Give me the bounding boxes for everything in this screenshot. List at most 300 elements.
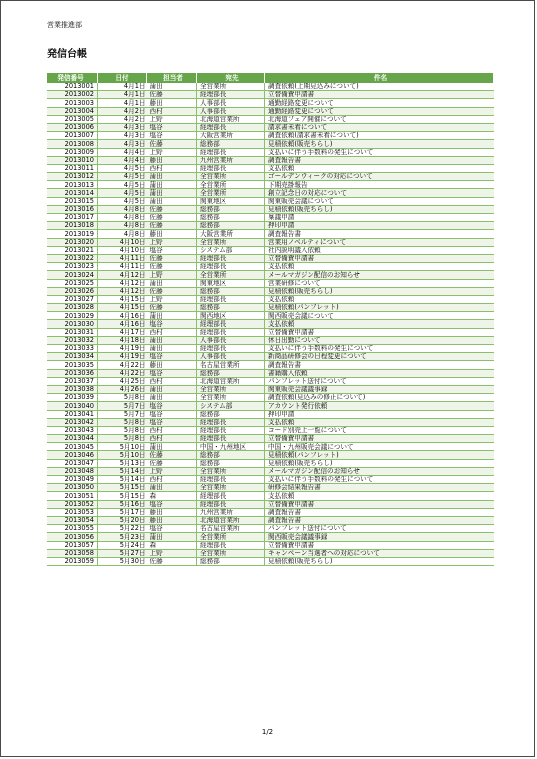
cell-number: 2013011 <box>47 164 98 172</box>
cell-date: 4月8日 <box>98 205 147 213</box>
table-row <box>47 525 494 533</box>
cell-date: 4月12日 <box>98 279 147 287</box>
cell-subject: 支払依頼 <box>265 418 494 426</box>
cell-number: 2013015 <box>47 197 98 205</box>
cell-destination: 総務部 <box>197 287 265 295</box>
cell-destination: 経理部長 <box>197 164 265 172</box>
cell-date: 5月27日 <box>98 549 147 557</box>
cell-person: 佐藤 <box>147 459 197 467</box>
cell-number: 2013010 <box>47 156 98 164</box>
cell-person: 藤田 <box>147 361 197 369</box>
cell-date: 4月5日 <box>98 164 147 172</box>
cell-date: 4月2日 <box>98 107 147 115</box>
cell-subject: 支払いに伴う手数料の発生について <box>265 345 494 353</box>
cell-date: 4月15日 <box>98 304 147 312</box>
cell-number: 2013021 <box>47 246 98 254</box>
cell-person: 森 <box>147 492 197 500</box>
cell-subject: 見積依頼(販売ちらし) <box>265 459 494 467</box>
cell-subject: 支払依頼 <box>265 492 494 500</box>
cell-person: 蒲田 <box>147 173 197 181</box>
cell-subject: 新商品研修会の日程変更について <box>265 353 494 361</box>
cell-destination: 経理部長 <box>197 426 265 434</box>
cell-number: 2013039 <box>47 394 98 402</box>
table-row <box>47 238 494 246</box>
cell-person: 西村 <box>147 377 197 385</box>
table-row <box>47 214 494 222</box>
cell-destination: 総務部 <box>197 140 265 148</box>
cell-date: 4月16日 <box>98 320 147 328</box>
cell-subject: 支払依頼 <box>265 295 494 303</box>
cell-subject: 通勤経路変更について <box>265 99 494 107</box>
cell-date: 4月5日 <box>98 173 147 181</box>
cell-subject: 請求書未着について <box>265 123 494 131</box>
cell-subject: 見積依頼(販売ちらし) <box>265 205 494 213</box>
cell-number: 2013032 <box>47 336 98 344</box>
table-row <box>47 394 494 402</box>
cell-destination: 中国・九州地区 <box>197 443 265 451</box>
cell-date: 4月19日 <box>98 353 147 361</box>
cell-number: 2013059 <box>47 557 98 565</box>
cell-subject: メールマガジン配信のお知らせ <box>265 467 494 475</box>
cell-subject: 関西販売会議について <box>265 312 494 320</box>
cell-number: 2013026 <box>47 287 98 295</box>
cell-date: 4月26日 <box>98 385 147 393</box>
cell-date: 4月2日 <box>98 115 147 123</box>
cell-number: 2013006 <box>47 123 98 131</box>
cell-number: 2013004 <box>47 107 98 115</box>
cell-subject: 支払いに伴う手数料の発生について <box>265 476 494 484</box>
cell-person: 塩谷 <box>147 123 197 131</box>
cell-date: 5月15日 <box>98 492 147 500</box>
cell-subject: アカウント発行依頼 <box>265 402 494 410</box>
cell-destination: 全営業所 <box>197 189 265 197</box>
cell-destination: 全営業所 <box>197 467 265 475</box>
table-row <box>47 132 494 140</box>
cell-date: 4月11日 <box>98 263 147 271</box>
column-header-person: 担当者 <box>147 73 197 83</box>
cell-number: 2013049 <box>47 476 98 484</box>
cell-subject: 支払依頼 <box>265 320 494 328</box>
cell-number: 2013013 <box>47 181 98 189</box>
cell-destination: 経理部長 <box>197 541 265 549</box>
cell-number: 2013046 <box>47 451 98 459</box>
cell-date: 5月17日 <box>98 508 147 516</box>
table-row <box>47 230 494 238</box>
table-row <box>47 369 494 377</box>
cell-number: 2013030 <box>47 320 98 328</box>
cell-date: 4月1日 <box>98 99 147 107</box>
table-row <box>47 254 494 262</box>
cell-destination: 経理部長 <box>197 500 265 508</box>
cell-subject: 支払依頼 <box>265 263 494 271</box>
cell-date: 5月10日 <box>98 443 147 451</box>
cell-destination: 全営業所 <box>197 83 265 91</box>
table-row <box>47 336 494 344</box>
cell-date: 5月16日 <box>98 500 147 508</box>
cell-destination: 名古屋営業所 <box>197 525 265 533</box>
cell-person: 上野 <box>147 549 197 557</box>
cell-number: 2013012 <box>47 173 98 181</box>
cell-person: 蒲田 <box>147 484 197 492</box>
department-name: 営業推進部 <box>47 21 82 29</box>
table-row <box>47 345 494 353</box>
cell-subject: 北海道フェア開催について <box>265 115 494 123</box>
cell-person: 塩谷 <box>147 246 197 254</box>
cell-date: 4月5日 <box>98 181 147 189</box>
cell-destination: 全営業所 <box>197 238 265 246</box>
cell-person: 塩谷 <box>147 369 197 377</box>
cell-date: 5月8日 <box>98 426 147 434</box>
table-row <box>47 304 494 312</box>
cell-destination: 経理部長 <box>197 295 265 303</box>
cell-date: 4月5日 <box>98 189 147 197</box>
table-row <box>47 83 494 91</box>
cell-date: 4月8日 <box>98 214 147 222</box>
cell-date: 5月8日 <box>98 418 147 426</box>
cell-destination: 北海道営業所 <box>197 516 265 524</box>
table-row <box>47 476 494 484</box>
cell-destination: 総務部 <box>197 214 265 222</box>
cell-subject: 立替備費申請書 <box>265 541 494 549</box>
cell-person: 蒲田 <box>147 533 197 541</box>
cell-person: 塩谷 <box>147 418 197 426</box>
cell-date: 5月20日 <box>98 516 147 524</box>
table-row <box>47 287 494 295</box>
cell-person: 蒲田 <box>147 385 197 393</box>
table-row <box>47 164 494 172</box>
cell-date: 5月7日 <box>98 410 147 418</box>
cell-subject: パンフレット送付について <box>265 525 494 533</box>
table-row <box>47 451 494 459</box>
table-row <box>47 385 494 393</box>
cell-person: 佐藤 <box>147 222 197 230</box>
cell-destination: 総務部 <box>197 459 265 467</box>
table-row <box>47 426 494 434</box>
table-row <box>47 279 494 287</box>
table-row <box>47 222 494 230</box>
table-row <box>47 205 494 213</box>
column-header-subject: 件名 <box>265 73 494 83</box>
table-row <box>47 173 494 181</box>
cell-date: 5月14日 <box>98 467 147 475</box>
table-row <box>47 91 494 99</box>
cell-number: 2013027 <box>47 295 98 303</box>
table-row <box>47 443 494 451</box>
cell-person: 佐藤 <box>147 557 197 565</box>
cell-number: 2013025 <box>47 279 98 287</box>
cell-number: 2013017 <box>47 214 98 222</box>
cell-date: 4月3日 <box>98 123 147 131</box>
cell-destination: 経理部長 <box>197 254 265 262</box>
cell-destination: 人事部長 <box>197 353 265 361</box>
cell-destination: 総務部 <box>197 304 265 312</box>
cell-date: 4月18日 <box>98 336 147 344</box>
table-row <box>47 148 494 156</box>
table-row <box>47 156 494 164</box>
cell-number: 2013052 <box>47 500 98 508</box>
cell-destination: 九州営業所 <box>197 508 265 516</box>
table-row <box>47 492 494 500</box>
cell-destination: 北海道営業所 <box>197 377 265 385</box>
cell-number: 2013037 <box>47 377 98 385</box>
cell-subject: 稟議申請 <box>265 214 494 222</box>
cell-person: 塩谷 <box>147 132 197 140</box>
cell-destination: 北海道営業所 <box>197 115 265 123</box>
cell-destination: 総務部 <box>197 557 265 565</box>
table-header-row <box>47 73 494 83</box>
cell-person: 蒲田 <box>147 394 197 402</box>
cell-subject: 書籍購入依頼 <box>265 369 494 377</box>
cell-date: 4月25日 <box>98 377 147 385</box>
cell-destination: 経理部長 <box>197 148 265 156</box>
cell-subject: 創立記念日の対応について <box>265 189 494 197</box>
cell-person: 塩谷 <box>147 320 197 328</box>
table-row <box>47 435 494 443</box>
cell-date: 4月12日 <box>98 287 147 295</box>
table-row <box>47 533 494 541</box>
cell-date: 4月3日 <box>98 132 147 140</box>
cell-destination: 全営業所 <box>197 484 265 492</box>
cell-destination: システム部 <box>197 402 265 410</box>
cell-destination: 経理部長 <box>197 263 265 271</box>
cell-person: 上野 <box>147 238 197 246</box>
cell-destination: 経理部長 <box>197 435 265 443</box>
cell-subject: 支払依頼 <box>265 164 494 172</box>
cell-date: 4月10日 <box>98 238 147 246</box>
cell-destination: 全営業所 <box>197 549 265 557</box>
cell-number: 2013028 <box>47 304 98 312</box>
cell-number: 2013029 <box>47 312 98 320</box>
cell-destination: 名古屋営業所 <box>197 361 265 369</box>
cell-subject: 立替備費申請書 <box>265 91 494 99</box>
cell-destination: 経理部長 <box>197 123 265 131</box>
cell-subject: 見積依頼(販売ちらし) <box>265 287 494 295</box>
table-row <box>47 123 494 131</box>
table-row <box>47 467 494 475</box>
cell-person: 西村 <box>147 107 197 115</box>
cell-date: 5月24日 <box>98 541 147 549</box>
table-row <box>47 189 494 197</box>
cell-person: 上野 <box>147 115 197 123</box>
cell-person: 佐藤 <box>147 205 197 213</box>
cell-number: 2013058 <box>47 549 98 557</box>
column-header-number: 発信番号 <box>47 73 98 83</box>
cell-subject: 支払いに伴う手数料の発生について <box>265 148 494 156</box>
table-row <box>47 361 494 369</box>
table-row <box>47 353 494 361</box>
cell-date: 4月22日 <box>98 369 147 377</box>
table-row <box>47 140 494 148</box>
cell-subject: 中国・九州販売会議について <box>265 443 494 451</box>
cell-number: 2013050 <box>47 484 98 492</box>
cell-number: 2013053 <box>47 508 98 516</box>
cell-subject: 調査報告書 <box>265 230 494 238</box>
cell-date: 5月10日 <box>98 451 147 459</box>
page-number: 1/2 <box>261 728 274 736</box>
table-row <box>47 516 494 524</box>
cell-number: 2013019 <box>47 230 98 238</box>
cell-destination: 全営業所 <box>197 271 265 279</box>
cell-person: 上野 <box>147 148 197 156</box>
cell-date: 4月12日 <box>98 271 147 279</box>
cell-number: 2013018 <box>47 222 98 230</box>
cell-number: 2013020 <box>47 238 98 246</box>
cell-date: 5月23日 <box>98 533 147 541</box>
cell-subject: ゴールデンウィークの対応について <box>265 173 494 181</box>
cell-person: 藤田 <box>147 508 197 516</box>
cell-person: 蒲田 <box>147 197 197 205</box>
cell-person: 藤田 <box>147 230 197 238</box>
cell-person: 蒲田 <box>147 345 197 353</box>
cell-date: 4月5日 <box>98 197 147 205</box>
table-row <box>47 197 494 205</box>
cell-number: 2013056 <box>47 533 98 541</box>
cell-person: 蒲田 <box>147 312 197 320</box>
cell-number: 2013042 <box>47 418 98 426</box>
table-row <box>47 402 494 410</box>
table-row <box>47 115 494 123</box>
cell-number: 2013007 <box>47 132 98 140</box>
cell-date: 5月14日 <box>98 476 147 484</box>
document-title: 発信台帳 <box>47 49 87 60</box>
cell-subject: 見積依頼(販売ちらし) <box>265 557 494 565</box>
cell-subject: 関東販売会議議事録 <box>265 385 494 393</box>
cell-date: 4月11日 <box>98 254 147 262</box>
cell-number: 2013016 <box>47 205 98 213</box>
cell-number: 2013047 <box>47 459 98 467</box>
cell-number: 2013033 <box>47 345 98 353</box>
cell-subject: 営業研修について <box>265 279 494 287</box>
table-row <box>47 500 494 508</box>
table-row <box>47 484 494 492</box>
cell-person: 蒲田 <box>147 336 197 344</box>
cell-number: 2013008 <box>47 140 98 148</box>
cell-destination: 総務部 <box>197 222 265 230</box>
table-row <box>47 320 494 328</box>
cell-date: 4月15日 <box>98 295 147 303</box>
cell-subject: 見積依頼(パンフレット) <box>265 304 494 312</box>
cell-date: 4月10日 <box>98 246 147 254</box>
table-row <box>47 410 494 418</box>
cell-destination: 経理部長 <box>197 492 265 500</box>
cell-date: 5月15日 <box>98 484 147 492</box>
table-row <box>47 295 494 303</box>
cell-person: 佐藤 <box>147 214 197 222</box>
cell-subject: 調査依頼(見込みの修正について) <box>265 394 494 402</box>
cell-subject: 立替備費申請書 <box>265 328 494 336</box>
cell-destination: 全営業所 <box>197 394 265 402</box>
cell-number: 2013044 <box>47 435 98 443</box>
column-header-destination: 宛先 <box>197 73 265 83</box>
cell-subject: 研修会結果報告書 <box>265 484 494 492</box>
cell-date: 5月7日 <box>98 402 147 410</box>
cell-number: 2013014 <box>47 189 98 197</box>
cell-number: 2013038 <box>47 385 98 393</box>
cell-subject: 関西販売会議議事録 <box>265 533 494 541</box>
cell-destination: 総務部 <box>197 369 265 377</box>
cell-date: 4月4日 <box>98 156 147 164</box>
table-row <box>47 549 494 557</box>
dispatch-ledger-table <box>47 73 494 566</box>
cell-number: 2013023 <box>47 263 98 271</box>
cell-date: 4月3日 <box>98 140 147 148</box>
cell-person: 上野 <box>147 467 197 475</box>
cell-person: 塩谷 <box>147 353 197 361</box>
table-row <box>47 107 494 115</box>
cell-date: 4月22日 <box>98 361 147 369</box>
cell-number: 2013051 <box>47 492 98 500</box>
cell-destination: 人事部長 <box>197 107 265 115</box>
cell-subject: 立替備費申請書 <box>265 435 494 443</box>
cell-destination: 全営業所 <box>197 385 265 393</box>
cell-person: 佐藤 <box>147 304 197 312</box>
cell-date: 5月8日 <box>98 435 147 443</box>
cell-subject: 調査報告書 <box>265 156 494 164</box>
cell-number: 2013009 <box>47 148 98 156</box>
cell-number: 2013041 <box>47 410 98 418</box>
column-header-date: 日付 <box>98 73 147 83</box>
cell-subject: 押印申請 <box>265 222 494 230</box>
cell-number: 2013043 <box>47 426 98 434</box>
cell-date: 4月8日 <box>98 230 147 238</box>
cell-person: 藤田 <box>147 99 197 107</box>
cell-subject: 調査報告書 <box>265 361 494 369</box>
cell-destination: 経理部長 <box>197 345 265 353</box>
cell-date: 5月30日 <box>98 557 147 565</box>
cell-person: 佐藤 <box>147 451 197 459</box>
cell-destination: システム部 <box>197 246 265 254</box>
cell-subject: コード別売上一覧について <box>265 426 494 434</box>
cell-subject: 社内説明議入依頼 <box>265 246 494 254</box>
cell-destination: 経理部長 <box>197 91 265 99</box>
cell-number: 2013003 <box>47 99 98 107</box>
cell-number: 2013054 <box>47 516 98 524</box>
cell-number: 2013034 <box>47 353 98 361</box>
cell-date: 4月8日 <box>98 222 147 230</box>
cell-date: 4月4日 <box>98 148 147 156</box>
cell-destination: 経理部長 <box>197 328 265 336</box>
cell-subject: 休日出勤について <box>265 336 494 344</box>
cell-subject: 立替備費申請書 <box>265 254 494 262</box>
cell-destination: 全営業所 <box>197 173 265 181</box>
cell-number: 2013002 <box>47 91 98 99</box>
cell-number: 2013024 <box>47 271 98 279</box>
cell-destination: 関西地区 <box>197 312 265 320</box>
cell-person: 蒲田 <box>147 279 197 287</box>
cell-subject: 見積依頼(パンフレット) <box>265 451 494 459</box>
cell-date: 4月17日 <box>98 328 147 336</box>
cell-number: 2013035 <box>47 361 98 369</box>
cell-date: 4月1日 <box>98 83 147 91</box>
cell-subject: 通勤経路変更について <box>265 107 494 115</box>
table-row <box>47 418 494 426</box>
cell-destination: 全営業所 <box>197 181 265 189</box>
cell-person: 西村 <box>147 476 197 484</box>
cell-destination: 人事部長 <box>197 336 265 344</box>
cell-person: 佐藤 <box>147 254 197 262</box>
table-row <box>47 312 494 320</box>
cell-destination: 関東地区 <box>197 279 265 287</box>
cell-person: 藤田 <box>147 516 197 524</box>
cell-subject: 立替備費申請書 <box>265 500 494 508</box>
table-row <box>47 246 494 254</box>
cell-person: 森 <box>147 541 197 549</box>
cell-destination: 全営業所 <box>197 533 265 541</box>
cell-subject: 調査依頼(上期見込みについて) <box>265 83 494 91</box>
cell-person: 蒲田 <box>147 443 197 451</box>
cell-person: 佐藤 <box>147 263 197 271</box>
cell-destination: 経理部長 <box>197 476 265 484</box>
